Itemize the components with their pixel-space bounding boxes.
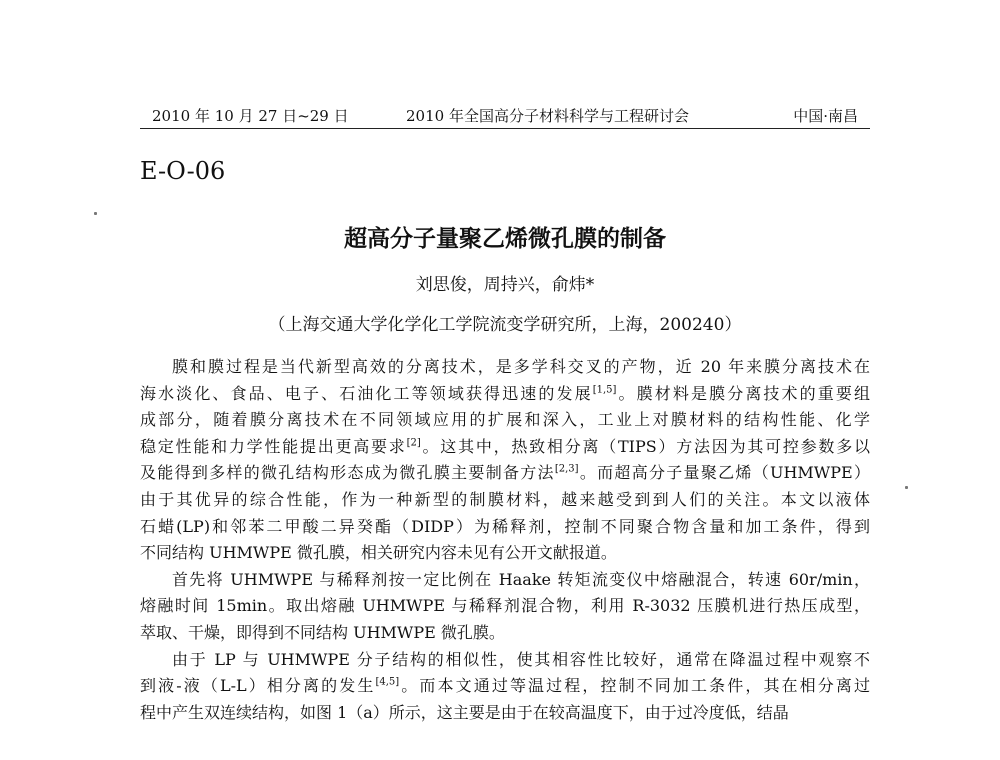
- line-text: 熔融时间 15min。取出熔融 UHMWPE 与稀释剂混合物，利用 R-3032 压膜机进行热压成型，: [140, 596, 870, 616]
- text-line: [140, 381, 870, 408]
- text-line: [140, 647, 870, 674]
- paper-affiliation: （上海交通大学化学化工学院流变学研究所，上海，200240）: [268, 315, 742, 335]
- body-paragraph: [140, 567, 870, 647]
- line-text: 。膜材料是膜分离技术的重要组: [616, 383, 870, 403]
- text-line: [140, 620, 870, 647]
- text-line: [140, 700, 870, 727]
- scan-speck: [94, 212, 97, 215]
- text-line: [140, 407, 870, 434]
- line-text: 。而本文通过等温过程，控制不同加工条件，其在相分离过: [399, 676, 870, 696]
- line-text: 成部分，随着膜分离技术在不同领域应用的扩展和深入，工业上对膜材料的结构性能、化学: [140, 410, 870, 430]
- text-line: [140, 567, 870, 594]
- line-text: 稳定性能和力学性能提出更高要求: [140, 436, 407, 456]
- text-line: [140, 593, 870, 620]
- text-line: [140, 487, 870, 514]
- line-text: 首先将 UHMWPE 与稀释剂按一定比例在 Haake 转矩流变仪中熔融混合，转速 60r/min，: [172, 569, 870, 589]
- header-location: 中国·南昌: [793, 107, 858, 125]
- citation-ref: [2]: [406, 437, 421, 449]
- scan-speck: [905, 486, 908, 489]
- body-paragraph: [140, 647, 870, 727]
- line-text: 程中产生双连续结构，如图 1（a）所示，这主要是由于在较高温度下，由于过冷度低，结晶: [140, 702, 789, 722]
- line-text: 石蜡(LP)和邻苯二甲酸二异癸酯（DIDP）为稀释剂，控制不同聚合物含量和加工条件，得到: [140, 516, 870, 536]
- line-text: 膜和膜过程是当代新型高效的分离技术，是多学科交叉的产物，近 20 年来膜分离技术在: [172, 357, 870, 376]
- text-line: [140, 673, 870, 700]
- line-text: 。而超高分子量聚乙烯（UHMWPE）: [578, 463, 870, 483]
- header-rule: [140, 128, 870, 129]
- body-text: [140, 354, 870, 726]
- citation-ref: [4,5]: [375, 676, 400, 688]
- line-text: 由于其优异的综合性能，作为一种新型的制膜材料，越来越受到到人们的关注。本文以液体: [140, 489, 870, 509]
- line-text: 不同结构 UHMWPE 微孔膜，相关研究内容未见有公开文献报道。: [140, 543, 617, 563]
- citation-ref: [2,3]: [554, 464, 579, 476]
- line-text: 。这其中，热致相分离（TIPS）方法因为其可控参数多以: [420, 436, 870, 456]
- text-line: [140, 434, 870, 461]
- header-conference: 2010 年全国高分子材料科学与工程研讨会: [406, 107, 689, 125]
- text-line: [140, 540, 870, 567]
- header-date: 2010 年 10 月 27 日~29 日: [152, 107, 349, 125]
- running-header: [140, 104, 868, 128]
- paper-authors: 刘思俊，周持兴，俞炜*: [415, 275, 595, 295]
- line-text: 到液-液（L-L）相分离的发生: [140, 676, 376, 696]
- citation-ref: [1,5]: [592, 384, 617, 396]
- text-line: [140, 514, 870, 541]
- line-text: 及能得到多样的微孔结构形态成为微孔膜主要制备方法: [140, 463, 555, 483]
- paper-title: 超高分子量聚乙烯微孔膜的制备: [344, 226, 666, 252]
- text-line: [140, 460, 870, 487]
- body-paragraph: [140, 354, 870, 567]
- text-line: [140, 354, 870, 381]
- line-text: 萃取、干燥，即得到不同结构 UHMWPE 微孔膜。: [140, 622, 505, 642]
- line-text: 海水淡化、食品、电子、石油化工等领域获得迅速的发展: [140, 383, 593, 403]
- paper-code: E-O-06: [140, 157, 226, 185]
- line-text: 由于 LP 与 UHMWPE 分子结构的相似性，使其相容性比较好，通常在降温过程中观察不: [172, 649, 870, 669]
